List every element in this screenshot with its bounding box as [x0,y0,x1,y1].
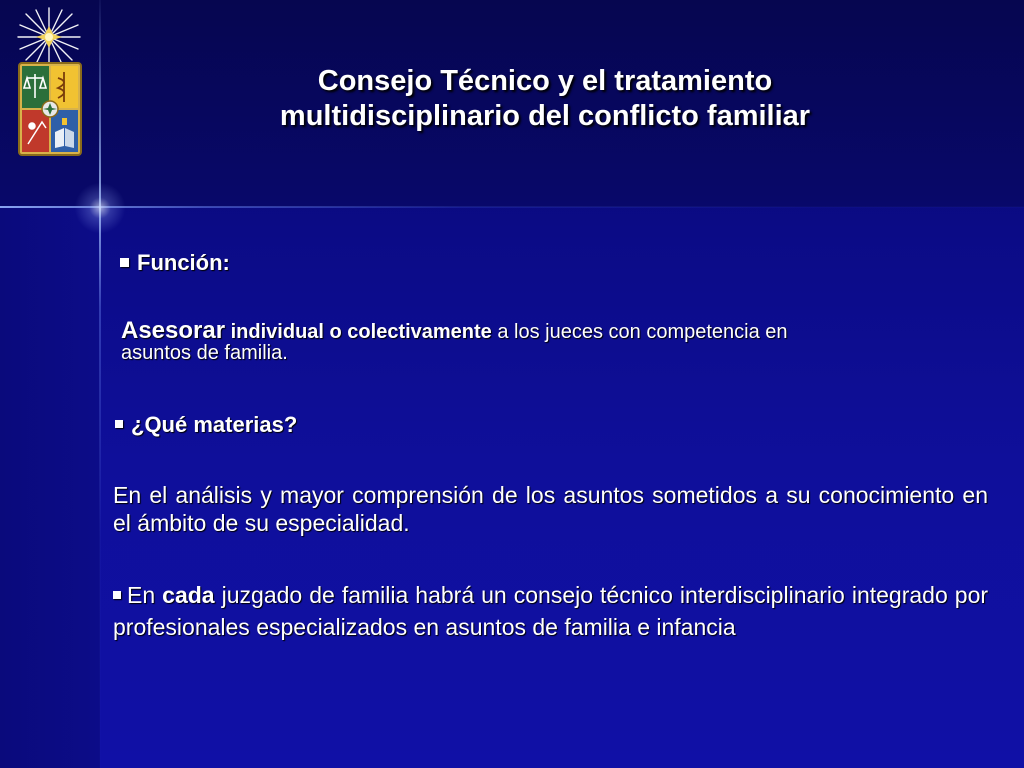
bullet-icon [113,591,121,599]
funcion-bold: individual o colectivamente [230,321,492,343]
juzgado-body [113,579,988,643]
funcion-heading [120,250,230,276]
materias-body: En el análisis y mayor comprensión de los asuntos sometidos a su conocimiento en el ámbito de su especialidad. [113,482,988,536]
funcion-body [121,317,1013,364]
star-icon [14,6,84,68]
funcion-rest: a los jueces con competencia en [497,321,788,343]
funcion-line2: asuntos de familia. [121,342,288,364]
vertical-divider [99,0,101,768]
bullet-icon [115,420,123,428]
university-crest-icon [18,62,82,156]
materias-heading-text: ¿Qué materias? [131,412,298,437]
materias-heading [115,412,297,438]
title-line-2: multidisciplinario del conflicto familiar [279,100,811,132]
left-band [0,207,100,768]
bullet-icon [120,258,129,267]
title-line-1: Consejo Técnico y el tratamiento [317,65,773,97]
horizontal-divider [0,206,1024,208]
juzgado-bold: cada [162,582,215,608]
juzgado-start: En [127,582,156,608]
funcion-heading-text: Función: [137,250,230,275]
page-title [200,64,890,134]
funcion-lead: Asesorar [121,317,226,344]
juzgado-rest: juzgado de familia habrá un consejo técnico interdisciplinario integrado por profesionales especializados en asuntos de familia e infancia [113,582,989,640]
cross-glow [70,178,130,238]
